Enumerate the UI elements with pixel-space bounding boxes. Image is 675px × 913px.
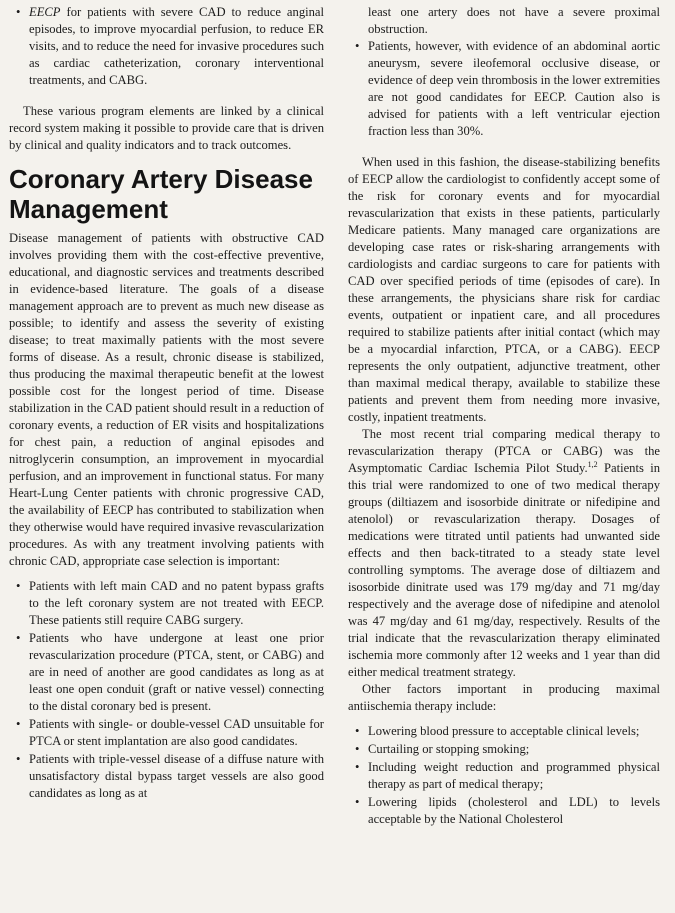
bullet-eecp-text: for patients with severe CAD to reduce anginal episodes, to improve myocardial perfusion, to reduce ER visits, and to reduce the need for invasive procedures such as cardiac catheterization, coronary interventional treatments, and CABG.	[29, 5, 324, 87]
case-selection-list	[9, 578, 324, 802]
section-heading: Coronary Artery Disease Management	[9, 164, 313, 224]
list-item: • Patients who have undergone at least one prior revascularization procedure (PTCA, stent, or CABG) and are in need of another are good candidates as long as at least one open conduit (graft or native vessel) connecting to the distal coronary bed is present.	[9, 630, 324, 715]
left-column	[9, 4, 324, 803]
paragraph-trial-b: Patients in this trial were randomized to one of two medical therapy groups (diltiazem and isosorbide dinitrate or nifedipine and atenolol) or revascularization therapy. Dosages of medications were titrated until patients had unwanted side effects and then back-titrated to a steady state level controlling symptoms. The average dose of diltiazem and isosorbide dinitrate used was 179 mg/day and 71 mg/day respectively and the average dose of nifedipine and atenolol was 47 mg/day and 61 mg/day, respectively. Results of the trial indicate that the revascularization therapy eliminated ischemia more commonly after 12 weeks and 1 year than did either medical treatment strategy.	[348, 461, 660, 679]
paragraph-other: Other factors important in producing maximal antiischemia therapy include:	[348, 682, 660, 713]
bullet-eecp	[9, 4, 324, 89]
list-item: • Lowering lipids (cholesterol and LDL) to levels acceptable by the National Cholesterol	[348, 794, 660, 828]
list-item: • Patients, however, with evidence of an abdominal aortic aneurysm, severe ileofemoral occlusive disease, or evidence of deep vein thrombosis in the lower extremities are not good candidates for EECP. Caution also is advised for patients with a left ventricular ejection fraction less than 30%.	[348, 38, 660, 140]
list-item: • Patients with single- or double-vessel CAD unsuitable for PTCA or stent implantation are also good candidates.	[9, 716, 324, 750]
list-item: • Patients with triple-vessel disease of a diffuse nature with unsatisfactory distal bypass target vessels are also good candidates as long as at	[9, 751, 324, 802]
paragraph-main: Disease management of patients with obstructive CAD involves providing them with the cost-effective preventive, educational, and diagnostic services and treatments described in evidence-based literature. The goals of a disease management approach are to prevent as much new disease as possible; to identify and assess the severity of existing disease; to treat maximally patients with the most severe forms of disease. As a result, chronic disease is stabilized, thus producing the maximal therapeutic benefit at the lowest possible cost for the longest period of time. Disease stabilization in the CAD patient should result in a reduction of coronary events, a reduction of ER visits and hospitalizations for chest pain, a reduction of anginal episodes and nitroglycerin consumption, an improvement in myocardial perfusion, and an improvement in functional status. For many Heart-Lung Center patients with chronic progressive CAD, the availability of EECP has contributed to stabilization when they otherwise would have required invasive revascularization procedures. As with any treatment involving patients with chronic CAD, appropriate case selection is important:	[9, 231, 324, 568]
list-item: • Including weight reduction and programmed physical therapy as part of medical therapy;	[348, 759, 660, 793]
list-item: • Curtailing or stopping smoking;	[348, 741, 660, 758]
factors-list	[348, 723, 660, 828]
list-item: • Lowering blood pressure to acceptable clinical levels;	[348, 723, 660, 740]
paragraph-trial	[348, 426, 660, 681]
paragraph-used: When used in this fashion, the disease-stabilizing benefits of EECP allow the cardiologist to confidently accept some of the risk for coronary events and for myocardial revascularization that exists in these patients, particularly Medicare patients. Many managed care organizations are developing case rates or risk-sharing arrangements with cardiologists and cardiac surgeons to care for patients with CAD over specified periods of time (episodes of care). In these arrangements, the physicians share risk for cardiac events, outpatient or inpatient care, and all procedures required to stabilize patients after initial contact (which may be a myocardial infarction, PTCA, or a CABG). EECP represents the only outpatient, adjunctive treatment, other than maximal medical therapy, available to stabilize these patients and prevent them from needing more invasive, costly, inpatient treatments.	[348, 155, 660, 424]
citation-superscript: 1,2	[587, 459, 598, 469]
bullet-continued: least one artery does not have a severe proximal obstruction.	[368, 5, 660, 36]
right-column	[348, 4, 660, 829]
paragraph-trial-a: The most recent trial comparing medical therapy to revascularization therapy (PTCA or CABG) was the Asymptomatic Cardiac Ischemia Pilot Study.	[348, 427, 660, 475]
bullet-eecp-lead: EECP	[29, 5, 61, 19]
paragraph-linked: These various program elements are linked by a clinical record system making it possible to provide care that is driven by clinical and quality indicators and to track outcomes.	[9, 104, 324, 152]
top-bullet-list	[9, 4, 324, 89]
list-item: • Patients with left main CAD and no patent bypass grafts to the left coronary system are not treated with EECP. These patients still require CABG surgery.	[9, 578, 324, 629]
contraindication-list	[348, 38, 660, 140]
